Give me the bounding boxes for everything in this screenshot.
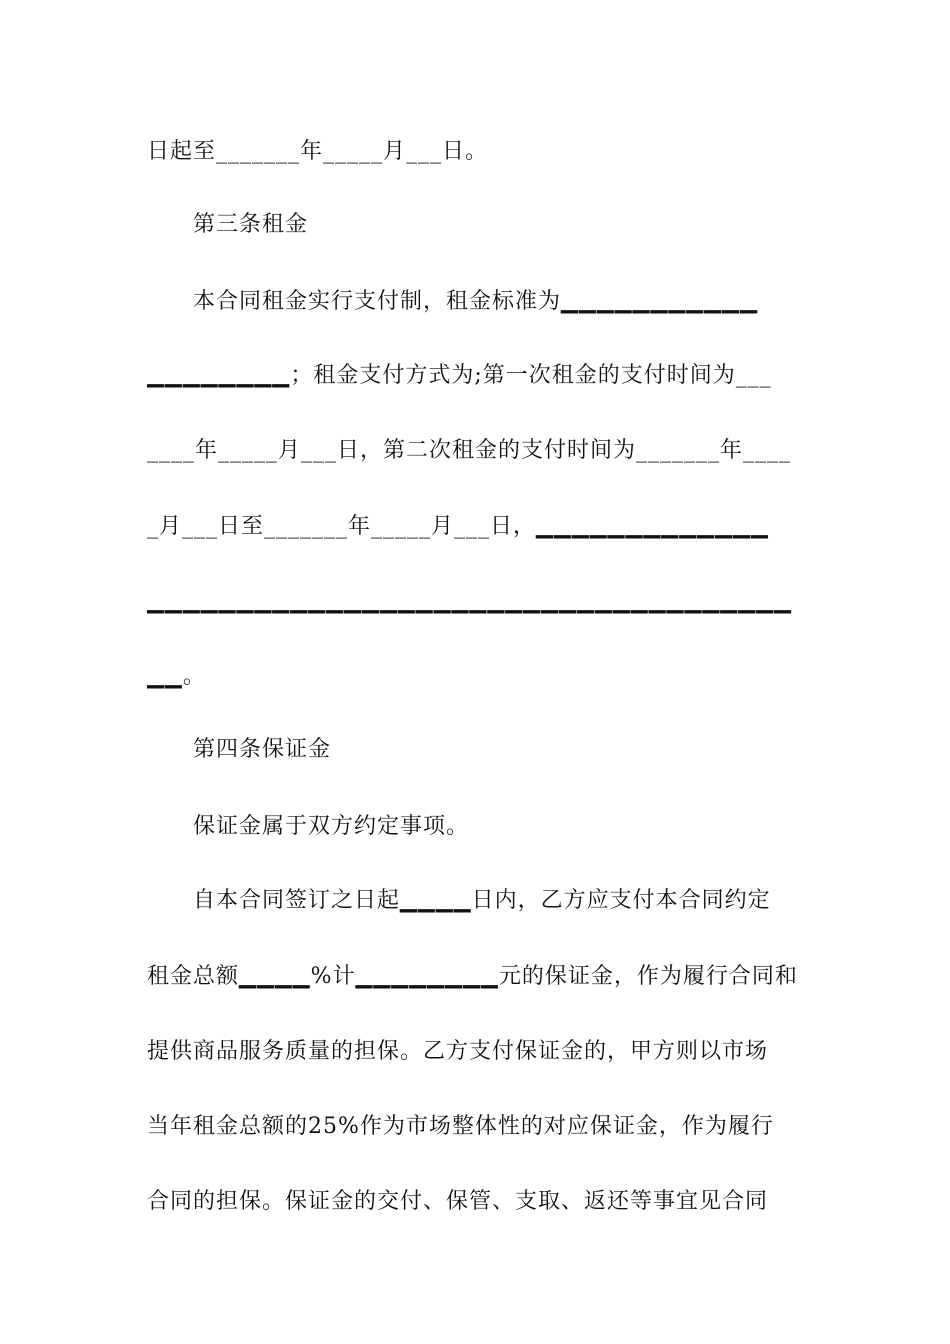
- text-line-11: 自本合同签订之日起▁▁▁▁日内，乙方应支付本合同约定: [193, 888, 771, 913]
- text-line-10: 保证金属于双方约定事项。: [193, 814, 470, 839]
- text-line-12: 租金总额▁▁▁▁%计▁▁▁▁▁▁▁▁元的保证金，作为履行合同和: [147, 964, 798, 989]
- text-line-5: ____年_____月___日，第二次租金的支付时间为_______年____: [147, 438, 792, 463]
- text-line-13: 提供商品服务质量的担保。乙方支付保证金的，甲方则以市场: [147, 1039, 769, 1064]
- text-line-1: 日起至_______年_____月___日。: [147, 139, 489, 164]
- text-line-7: ▁▁▁▁▁▁▁▁▁▁▁▁▁▁▁▁▁▁▁▁▁▁▁▁▁▁▁▁▁▁▁▁▁▁▁▁: [147, 589, 793, 614]
- text-line-6: _月___日至_______年_____月___日，▁▁▁▁▁▁▁▁▁▁▁▁▁: [147, 514, 769, 539]
- text-line-3: 本合同租金实行支付制，租金标准为▁▁▁▁▁▁▁▁▁▁▁: [193, 289, 759, 314]
- text-line-4: ▁▁▁▁▁▁▁▁；租金支付方式为;第一次租金的支付时间为___: [147, 363, 772, 388]
- text-line-15: 合同的担保。保证金的交付、保管、支取、返还等事宜见合同: [147, 1189, 769, 1214]
- section-heading-rent: 第三条租金: [193, 212, 309, 237]
- section-heading-deposit: 第四条保证金: [193, 737, 332, 762]
- text-line-14: 当年租金总额的25%作为市场整体性的对应保证金，作为履行: [147, 1114, 774, 1139]
- text-line-8: ▁▁。: [147, 664, 206, 689]
